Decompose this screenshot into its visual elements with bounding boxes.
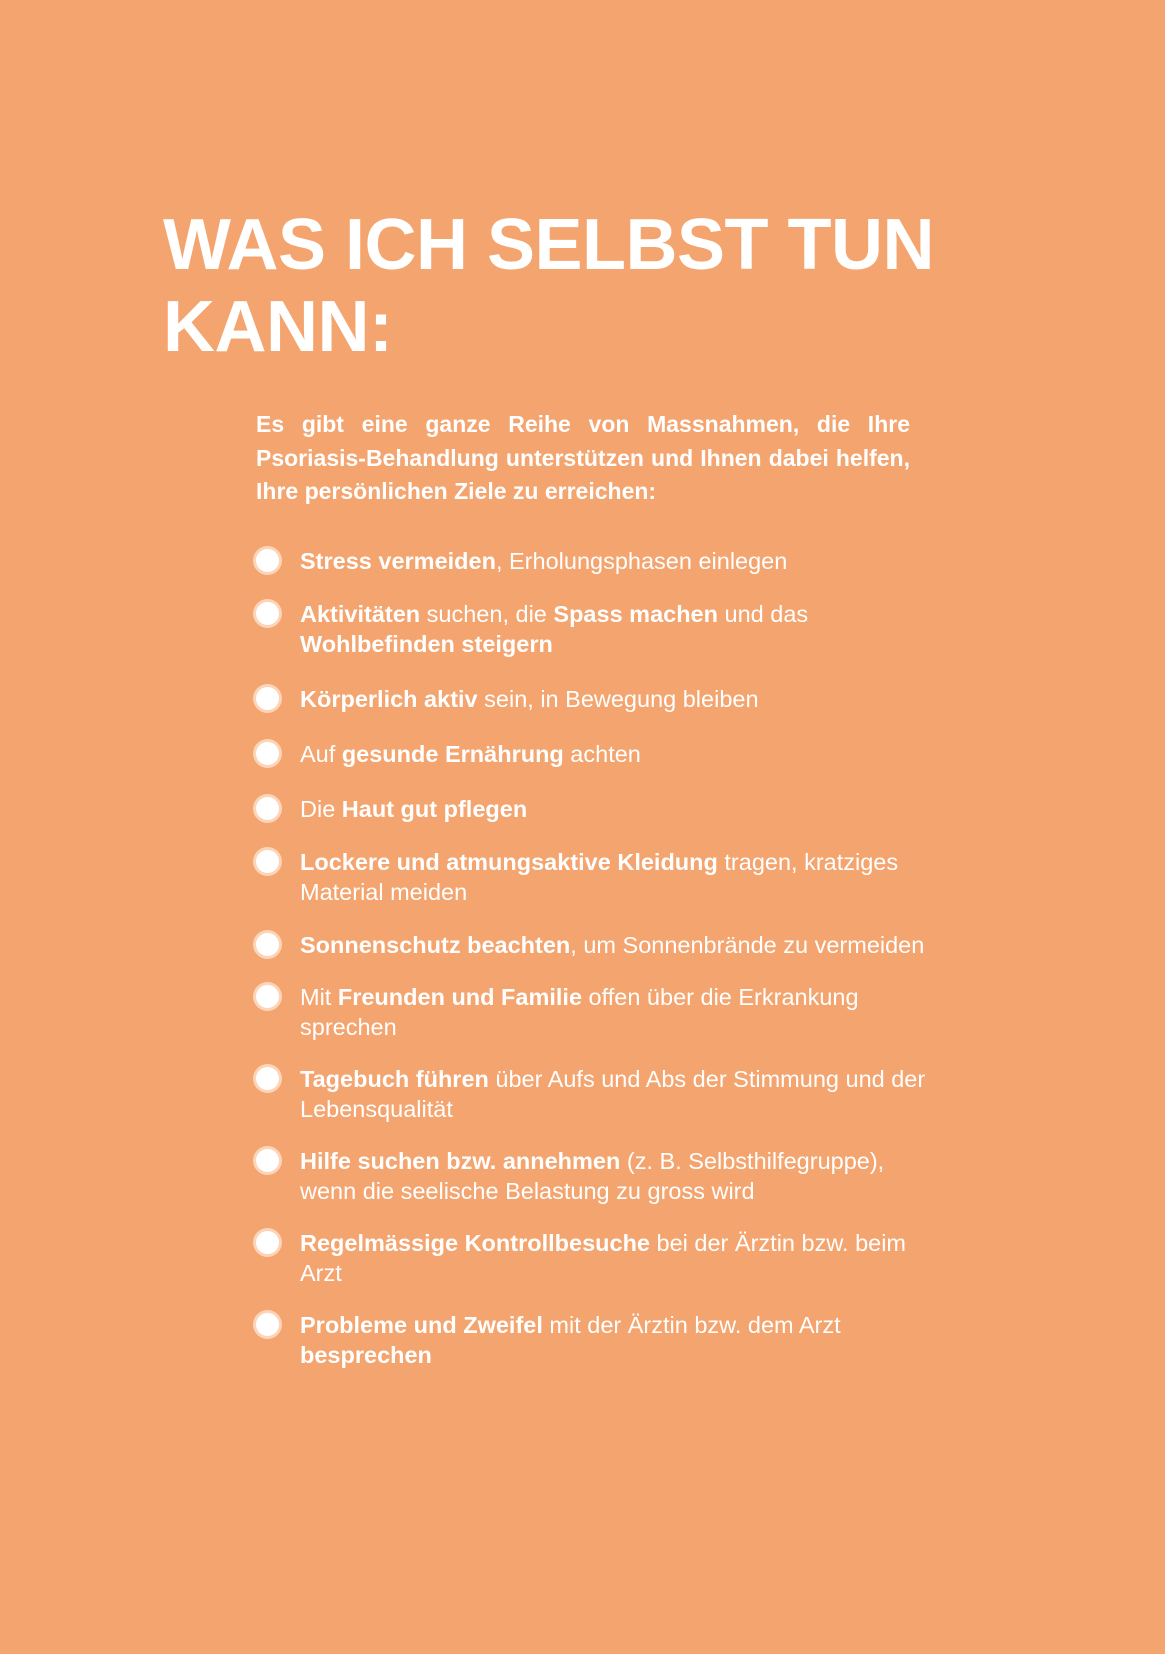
list-item [256,1064,946,1124]
bullet-circle-icon [256,1067,279,1090]
bullet-circle-icon [256,1313,279,1336]
item-text-bold: Lockere und atmungsaktive Kleidung [300,849,718,875]
list-item [256,739,946,769]
list-item [256,684,946,714]
item-text-bold: Haut gut pflegen [341,796,528,822]
item-text: Die [300,796,342,822]
item-text-bold: Freunden und Familie [337,984,583,1010]
item-text-bold: Wohlbefinden steigern [300,631,553,657]
list-item [256,1228,946,1288]
bullet-circle-icon [256,687,279,710]
item-text-bold: Regelmässige Kontrollbesuche [300,1230,650,1256]
bullet-circle-icon [256,985,279,1008]
item-text-bold: Sonnenschutz beachten [300,932,571,958]
tips-list [256,546,946,1370]
list-item [256,847,946,907]
title-line-1: WAS ICH SELBST TUN [163,205,935,285]
item-text: bei der Ärztin bzw. beim Arzt [300,1230,906,1286]
item-text-bold: Körperlich aktiv [300,686,478,712]
list-item [256,1310,946,1370]
title-line-2: KANN: [163,287,393,367]
item-text: sein, in Bewegung bleiben [477,686,759,712]
list-item [256,1146,946,1206]
list-item [256,930,946,960]
bullet-circle-icon [256,933,279,956]
item-text: , um Sonnenbrände zu vermeiden [570,932,925,958]
item-text-bold: Hilfe suchen bzw. annehmen [300,1148,621,1174]
bullet-circle-icon [256,549,279,572]
item-text-bold: Stress vermeiden [300,548,496,574]
item-text-bold: Probleme und Zweifel [300,1312,543,1338]
bullet-circle-icon [256,1231,279,1254]
item-text: achten [563,741,641,767]
item-text: Auf [300,741,342,767]
item-text: suchen, die [420,601,554,627]
item-text: und das [718,601,809,627]
item-text: , Erholungsphasen einlegen [495,548,788,574]
item-text-bold: Aktivitäten [300,601,421,627]
item-text: über Aufs und Abs der Stimmung und der Lebensqualität [300,1066,926,1122]
list-item [256,546,946,576]
bullet-circle-icon [256,602,279,625]
list-item [256,794,946,824]
item-text: mit der Ärztin bzw. dem Arzt [542,1312,841,1338]
intro-paragraph: Es gibt eine ganze Reihe von Massnahmen, die Ihre Psoriasis-Behandlung unterstützen und Ihnen dabei helfen, Ihre persönlichen Ziele zu erreichen: [256,411,910,504]
bullet-circle-icon [256,850,279,873]
list-item [256,599,946,659]
item-text-bold: gesunde Ernährung [341,741,564,767]
bullet-circle-icon [256,742,279,765]
bullet-circle-icon [256,797,279,820]
page-title [163,204,1023,368]
item-text-bold: besprechen [300,1342,432,1368]
item-text: tragen, kratziges Material meiden [300,849,899,905]
list-item [256,982,946,1042]
item-text: offen über die Erkrankung sprechen [300,984,859,1040]
item-text-bold: Tagebuch führen [300,1066,489,1092]
item-text: (z. B. Selbsthilfegruppe), wenn die seelische Belastung zu gross wird [300,1148,885,1204]
bullet-circle-icon [256,1149,279,1172]
item-text: Mit [300,984,338,1010]
item-text-bold: Spass machen [553,601,718,627]
